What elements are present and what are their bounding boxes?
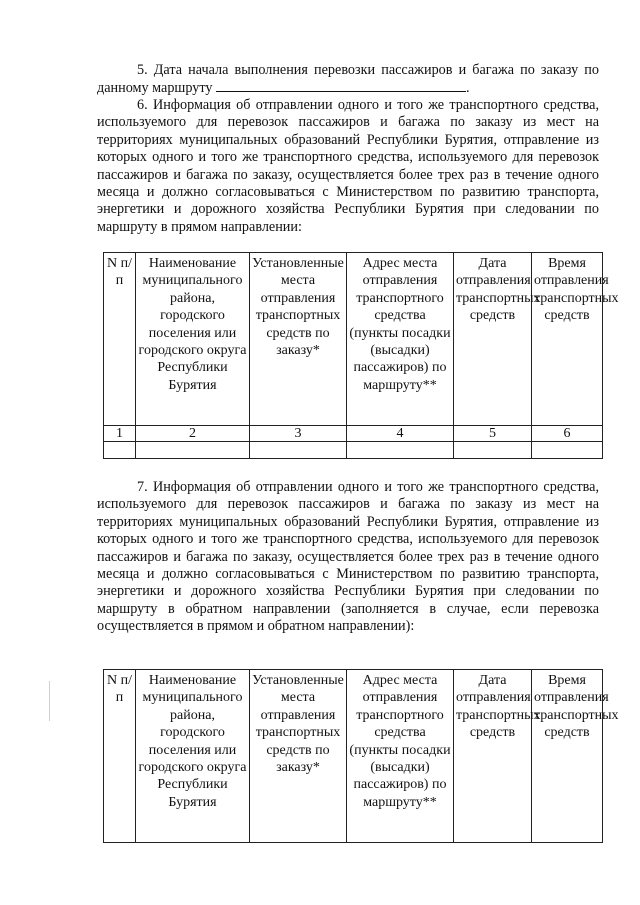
- column-number-cell: 5: [454, 426, 532, 442]
- reverse-direction-table: [103, 669, 619, 843]
- empty-cell: [250, 442, 347, 459]
- column-number-cell: 2: [136, 426, 250, 442]
- section-6-paragraph: 6. Информация об отправлении одного и того же транспортного средства, используемого для перевозок пассажиров и багажа по заказу из мест на территориях муниципальных образований Республики Бурятия, отправление из которых одного и того же транспортного средства, используемого для перевозок пассажиров и багажа по заказу, осуществляется более трех раз в течение одного месяца и должно согласовываться с Министерством по развитию транспорта, энергетики и дорожного хозяйства Республики Бурятия при следовании по маршруту в прямом направлении:: [97, 97, 599, 235]
- empty-cell: [454, 442, 532, 459]
- forward-direction-table: [103, 252, 619, 459]
- empty-cell: [532, 442, 603, 459]
- empty-cell: [347, 442, 454, 459]
- header-municipality: Наименование муниципального района, городского поселения или городского округа Республики Бурятия: [136, 253, 250, 426]
- table-header-row: [104, 670, 603, 843]
- header-departure-date: Дата отправления транспортных средств: [454, 670, 532, 843]
- header-departure-places: Установленные места отправления транспортных средств по заказу*: [250, 670, 347, 843]
- header-number: N п/п: [104, 253, 136, 426]
- empty-cell: [104, 442, 136, 459]
- table-header-row: [104, 253, 603, 426]
- header-departure-address: Адрес места отправления транспортного средства (пункты посадки (высадки) пассажиров) по маршруту**: [347, 670, 454, 843]
- margin-mark: [49, 681, 50, 721]
- header-municipality: Наименование муниципального района, городского поселения или городского округа Республики Бурятия: [136, 670, 250, 843]
- column-number-cell: 3: [250, 426, 347, 442]
- section-5-paragraph: [97, 62, 599, 98]
- section-7-paragraph: 7. Информация об отправлении одного и того же транспортного средства, используемого для перевозок пассажиров и багажа по заказу из мест на территориях муниципальных образований Республики Бурятия, отправление из которых одного и того же транспортного средства, используемого для перевозок пассажиров и багажа по заказу, осуществляется более трех раз в течение одного месяца и должно согласовываться с Министерством по развитию транспорта, энергетики и дорожного хозяйства Республики Бурятия при следовании по маршруту в обратном направлении (заполняется в случае, если перевозка осуществляется в прямом и обратном направлении):: [97, 479, 599, 635]
- section-5-text: 5. Дата начала выполнения перевозки пассажиров и багажа по заказу по данному маршруту: [97, 62, 599, 97]
- column-number-cell: 4: [347, 426, 454, 442]
- date-fill-line: [216, 79, 466, 92]
- column-number-cell: 6: [532, 426, 603, 442]
- header-departure-date: Дата отправления транспортных средств: [454, 253, 532, 426]
- section-5-tail: .: [466, 80, 470, 97]
- header-departure-places: Установленные места отправления транспортных средств по заказу*: [250, 253, 347, 426]
- column-number-cell: 1: [104, 426, 136, 442]
- empty-data-row: [104, 442, 603, 459]
- header-number: N п/п: [104, 670, 136, 843]
- empty-cell: [136, 442, 250, 459]
- header-departure-time: Время отправления транспортных средств: [532, 253, 603, 426]
- header-departure-address: Адрес места отправления транспортного средства (пункты посадки (высадки) пассажиров) по маршруту**: [347, 253, 454, 426]
- header-departure-time: Время отправления транспортных средств: [532, 670, 603, 843]
- column-number-row: [104, 426, 603, 442]
